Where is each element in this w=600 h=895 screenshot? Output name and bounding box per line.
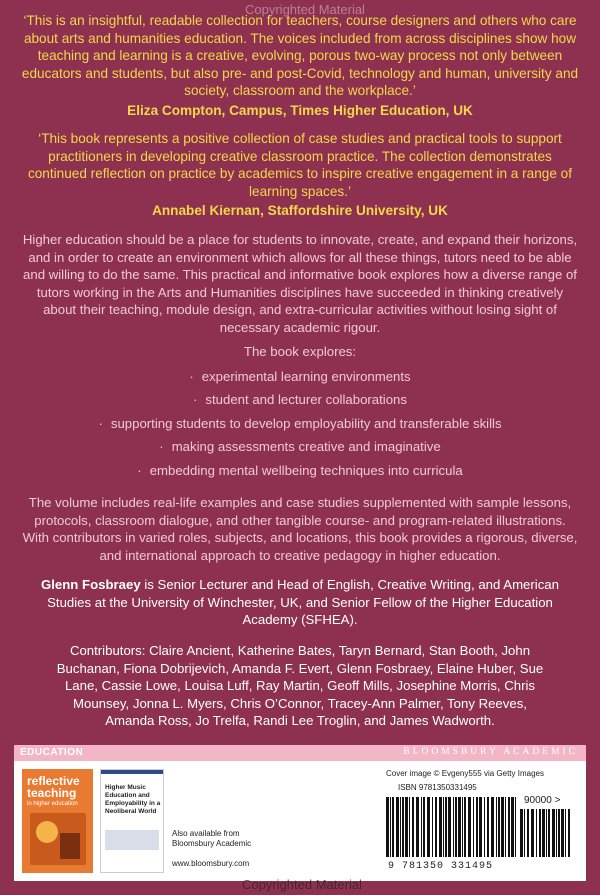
category-band xyxy=(14,745,586,761)
publisher-website: www.bloomsbury.com xyxy=(172,859,250,868)
related-book-1-subtitle: in higher education xyxy=(27,801,78,807)
bullet-icon: · xyxy=(159,439,164,455)
related-book-1-title: reflective teaching xyxy=(27,774,80,800)
volume-paragraph: The volume includes real-life examples and case studies supplemented with sample lessons, protocols, classroom dialogue, and other tangible course- and program-related illustrations. With contributors in varied roles, subjects, and locations, this book provides a rigorous, diverse, and international approach to creative pedagogy in higher education. xyxy=(22,495,578,563)
explores-heading: The book explores: xyxy=(243,344,357,359)
list-item-text: student and lecturer collaborations xyxy=(205,392,407,408)
author-bio xyxy=(30,576,570,629)
list-item xyxy=(0,462,600,485)
publisher-label: BLOOMSBURY ACADEMIC xyxy=(403,747,578,757)
review-quote-1 xyxy=(20,12,580,119)
list-item-text: embedding mental wellbeing techniques into curricula xyxy=(149,462,463,478)
list-item-text: supporting students to develop employability and transferable skills xyxy=(110,415,502,431)
barcode-icon xyxy=(386,797,516,857)
watermark-bottom: Copyrighted Material xyxy=(242,877,362,892)
list-item xyxy=(0,391,600,414)
bullet-icon: · xyxy=(98,415,103,431)
barcode-number: 9 781350 331495 xyxy=(388,861,494,872)
category-label: EDUCATION xyxy=(20,747,84,758)
explores-list xyxy=(0,368,600,485)
list-item xyxy=(0,438,600,461)
bullet-icon: · xyxy=(189,369,194,384)
author-bio-text: is Senior Lecturer and Head of English, Creative Writing, and American Studies at the University of Winchester, UK, and Senior Fellow of the Higher Education Academy (SFHEA). xyxy=(47,577,559,627)
isbn-label: ISBN 9781350331495 xyxy=(398,783,477,792)
cover-stripe xyxy=(101,770,163,774)
price-code: 90000 > xyxy=(524,795,561,806)
list-item xyxy=(0,415,600,438)
related-book-2-title: Higher Music Education and Employability in a Neoliberal World xyxy=(105,784,161,815)
list-item-text: making assessments creative and imaginative xyxy=(171,439,441,455)
author-name: Glenn Fosbraey xyxy=(41,577,141,592)
related-book-cover-1 xyxy=(22,769,93,873)
review-quote-2-attribution: Annabel Kiernan, Staffordshire University, UK xyxy=(152,203,448,218)
also-available-line-1: Also available from xyxy=(172,829,240,838)
list-item-text: experimental learning environments xyxy=(201,369,411,384)
watermark-top: Copyrighted Material xyxy=(245,2,365,17)
review-quote-1-text: ‘This is an insightful, readable collection for teachers, course designers and others who care about arts and humanities education. The voices included from across disciplines show how teaching and learning is a creative, evolving, porous two-way process not only between educators and students, but also pre- and post-Covid, technology and human, university and society, classroom and the workplace.’ xyxy=(21,13,579,98)
review-quote-1-attribution: Eliza Compton, Campus, Times Higher Education, UK xyxy=(127,102,473,118)
review-quote-2-text: ‘This book represents a positive collection of case studies and practical tools to support practitioners in developing creative classroom practice. The collection demonstrates continued reflection on practice by academics to inspire creative engagement in a range of learning spaces.’ xyxy=(27,131,573,199)
cover-art-image xyxy=(105,830,159,850)
related-book-cover-2 xyxy=(100,769,164,873)
bullet-icon: · xyxy=(137,462,142,478)
bullet-icon: · xyxy=(192,392,198,408)
cover-credit: Cover image © Evgeny555 via Getty Images xyxy=(386,769,544,778)
also-available-label xyxy=(172,829,251,849)
list-item xyxy=(0,368,600,391)
review-quote-2 xyxy=(20,130,580,220)
cover-art-image xyxy=(30,813,86,865)
also-available-line-2: Bloomsbury Academic xyxy=(172,839,252,848)
contributors-list: Contributors: Claire Ancient, Katherine Bates, Taryn Bernard, Stan Booth, John Buchanan, Fiona Dobrijevich, Amanda F. Evert, Glenn Fosbraey, Elaine Huber, Sue Lane, Cassie Lowe, Louisa Luff, Ray Martin, Geoff Mills, Josephine Morris, Chris Mounsey, Jonna L. Myers, Chris O’Connor, Tracey-Ann Palmer, Tony Reeves, Amanda Ross, Jo Trelfa, Randi Lee Troglin, and James Wadworth. xyxy=(56,643,544,728)
barcode-addon-icon xyxy=(520,809,572,857)
intro-paragraph: Higher education should be a place for students to innovate, create, and expand their horizons, and in order to create an environment which allows for all these things, tutors need to be able and willing to do the same. This practical and informative book explores how a diverse range of tutors working in the Arts and Humanities disciplines have succeeded in thinking creatively about their teaching, module design, and extra-curricular activities without losing sight of necessary academic rigour. xyxy=(22,232,578,335)
info-panel xyxy=(14,761,586,881)
